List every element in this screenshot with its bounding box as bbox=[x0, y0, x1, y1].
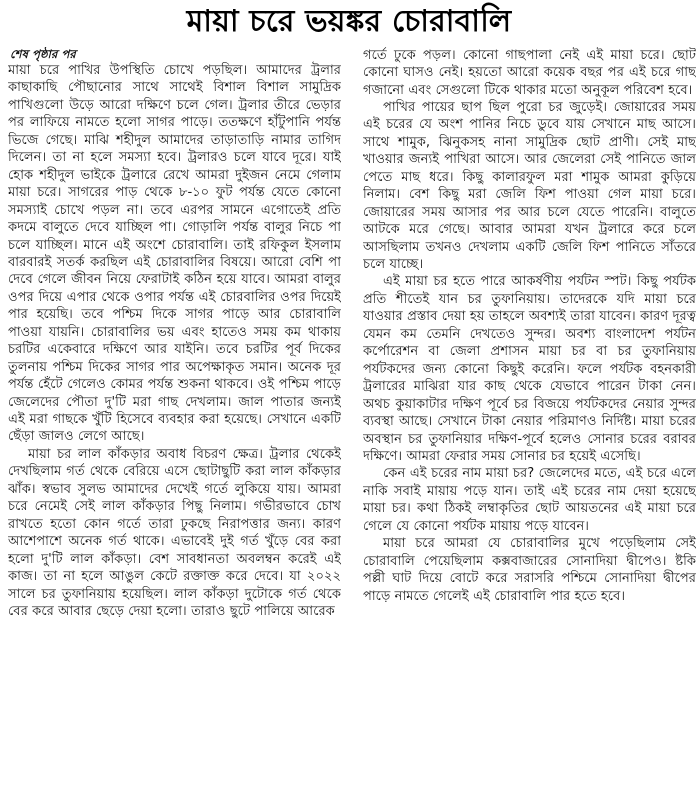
continued-from-kicker: শেষ পৃষ্ঠার পর bbox=[10, 46, 76, 61]
right-column bbox=[363, 47, 696, 606]
paragraph: মায়া চরে পাখির উপস্থিতি চোখে পড়ছিল। আমাদের ট্রলার কাছাকাছি পৌছানোর সাথে সাথেই বিশাল বিশাল সামুদ্রিক পাখিগুলো উড়ে আরো দক্ষিণে চলে গেল। ট্রলার তীরে ভেড়ার পর লাফিয়ে নামতে হলো সাগর পাড়ে। ততক্ষণে হাঁটুপানি পর্যন্ত ভিজে গেছে। মাঝি শহীদুল আমাদের তাড়াতাড়ি নামার তাগিদ দিলেন। তা না হলে সমস্যা হবে। ট্রলারও চলে যাবে দূরে। যাই হোক শহীদুল ভাইকে ট্রলারে রেখে আমরা দুইজন নেমে গেলাম মায়া চরে। সাগরের পাড় থেকে ৮-১০ ফুট পর্যন্ত যেতে কোনো সমস্যাই চোখে পড়ল না। তবে এরপর সামনে এগোতেই প্রতি কদমে বালুতে দেবে যাচ্ছিল পা। গোড়ালি পর্যন্ত বালুর নিচে পা চলে যাচ্ছিল। মানে এই অংশে চোরাবালি। তাই রফিকুল ইসলাম বারবারই সতর্ক করছিল এই চোরাবালির বিষয়ে। আরো বেশি পা দেবে গেলে জীবন নিয়ে ফেরাটাই কঠিন হয়ে যাবে। আমরা বালুর ওপর দিয়ে এপার থেকে ওপার পর্যন্ত এই চোরবালির ওপর দিয়েই পার হয়েছি। তবে পশ্চিম দিকে সাগর পাড়ে আর চোরাবালি পাওয়া যায়নি। চোরাবালির ভয় এবং হাতেও সময় কম থাকায় চরটির একেবারে দক্ষিণে আর যাইনি। তবে চরটির পূর্ব দিকের তুলনায় পশ্চিম দিকের সাগর পার অপেক্ষাকৃত সমান। অনেক দূর পর্যন্ত হেঁটে গেলেও কোমর পর্যন্ত শুকনা থাকবে। ওই পশ্চিম পাড়ে জেলেদের পৌতা দু'টি মরা গাছ দেখলাম। জাল পাতার জন্যই এই মরা গাছকে খুঁটি হিসেবে ব্যবহার করা হয়েছে। সেখানে একটি ছেঁড়া জালও লেগে আছে। bbox=[8, 62, 341, 445]
page-title: মায়া চরে ভয়ঙ্কর চোরাবালি bbox=[186, 4, 512, 39]
paragraph: কেন এই চরের নাম মায়া চর? জেলেদের মতে, এই চরে এলে নাকি সবাই মায়ায় পড়ে যান। তাই এই চরের নাম দেয়া হয়েছে মায়া চর। কথা ঠিকই লম্বাকৃতির ছোট আয়তনের এই মায়া চরে গেলে যে কোনো পর্যটক মায়ায় পড়ে যাবেন। bbox=[363, 466, 696, 534]
paragraph: মায়া চর লাল কাঁকড়ার অবাধ বিচরণ ক্ষেত্র। ট্রলার থেকেই দেখছিলাম গর্ত থেকে বেরিয়ে এসে ছোটাছুটি করা লাল কাঁকড়ার ঝাঁক। স্বভাব সুলভ আমাদের দেখেই গর্তে লুকিয়ে যায়। আমরা চরে নেমেই সেই লাল কাঁকড়ার পিছু নিলাম। গভীরভাবে চোখ রাখতে হতো কোন গর্তে তারা ঢুকছে নিরাপত্তার জন্য। কারণ আশেপাশে অনেক গর্ত থাকে। এভাবেই দুই গর্ত খুঁড়ে বের করা হলো দু'টি লাল কাঁকড়া। বেশ সাবধানতা অবলম্বন করেই এই কাজ। তা না হলে আঙুল কেটে রক্তাক্ত করে দেবে। যা ২০২২ সালে চর তুফানিয়ায় হয়েছিল। লাল কাঁকড়া দুটোকে গর্ত থেকে বের করে আবার ছেড়ে দেয়া হলো। তারাও ছুটে পালিয়ে আরেক bbox=[8, 446, 341, 620]
left-column bbox=[8, 47, 341, 621]
paragraph: গর্তে ঢুকে পড়ল। কোনো গাছপালা নেই এই মায়া চরে। ছোট কোনো ঘাসও নেই। হয়তো আরো কয়েক বছর পর এই চরে গাছ গজানো এবং সেগুলো টিকে থাকার মতো অনুকূল পরিবেশ হবে। bbox=[363, 47, 696, 98]
paragraph: এই মায়া চর হতে পারে আকর্ষণীয় পর্যটন স্পট। কিছু পর্যটক প্রতি শীতেই যান চর তুফানিয়ায়। তাদেরকে যদি মায়া চরে যাওয়ার প্রস্তাব দেয়া হয় তাহলে অবশ্যই তারা যাবেন। কারণ দূরত্ব যেমন কম তেমনি দেখতেও সুন্দর। অবশ্য বাংলাদেশ পর্যটন কর্পোরেশন বা জেলা প্রশাসন মায়া চর বা চর তুফানিয়ায় পর্যটকদের জন্য কোনো কিছুই করেনি। ফলে পর্যটক বহনকারী ট্রলারের মাঝিরা যার কাছ থেকে যেভাবে পারেন টাকা নেন। অথচ কুয়াকাটার দক্ষিণ পূর্বে চর বিজয়ে পর্যটকদের নেয়ার সুন্দর ব্যবস্থা আছে। সেখানে টাকা নেয়ার পরিমাণও নির্দিষ্ট। মায়া চরের অবস্থান চর তুফানিয়ার দক্ষিণ-পূর্বে হলেও সোনার চরের বরাবর দক্ষিণে। আমরা ফেরার সময় সোনার চর হয়েই এসেছি। bbox=[363, 274, 696, 465]
paragraph: পাখির পায়ের ছাপ ছিল পুরো চর জুড়েই। জোয়ারের সময় এই চরের যে অংশ পানির নিচে ডুবে যায় সেখানে মাছ আসে। সাথে শামুক, ঝিনুকসহ নানা সামুদ্রিক ছোট প্রাণী। সেই মাছ খাওয়ার জন্যই পাখিরা আসে। আর জেলেরা সেই পানিতে জাল পেতে মাছ ধরে। কিছু কালারফুল মরা শামুক আমরা কুড়িয়ে নিলাম। বেশ কিছু মরা জেলি ফিশ পাওয়া গেল মায়া চরে। জোয়ারের সময় আসার পর আর চলে যেতে পারেনি। বালুতে আটকে মরে গেছে। আবার আমরা যখন ট্রলারে করে চলে আসছিলাম তখনও দেখলাম একটি জেলি ফিশ পানিতে সাঁতরে চলে যাচ্ছে। bbox=[363, 99, 696, 273]
paragraph: মায়া চরে আমরা যে চোরাবালির মুখে পড়েছিলাম সেই চোরাবালি পেয়েছিলাম কক্সবাজারের সোনাদিয়া দ্বীপেও। ষ্টকি পল্লী ঘাট দিয়ে বোটে করে সরাসরি পশ্চিমে সোনাদিয়া দ্বীপের পাড়ে নামতে গেলেই এই চোরাবালি পার হতে হবে। bbox=[363, 536, 696, 604]
article-body-columns bbox=[0, 47, 698, 792]
